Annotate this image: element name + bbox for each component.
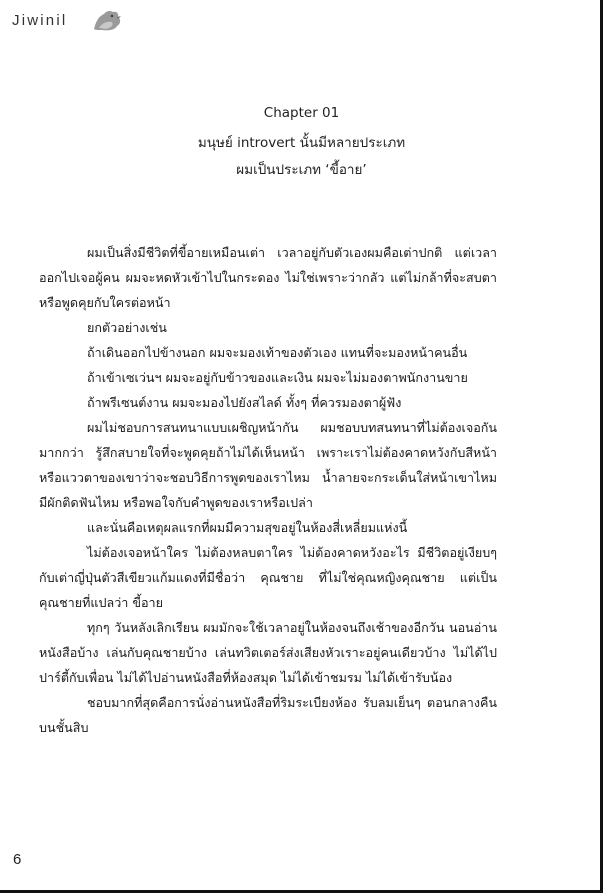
- paragraph: และนั่นคือเหตุผลแรกที่ผมมีความสุขอยู่ในห้องสี่เหลี่ยมแห่งนี้: [87, 520, 408, 535]
- paragraph: ผมไม่ชอบการสนทนาแบบเผชิญหน้ากัน ผมชอบบทสนทนาที่ไม่ต้องเจอกันมากกว่า รู้สึกสบายใจที่จะพูดคุยถ้าไม่ได้เห็นหน้า เพราะเราไม่ต้องคาดหวังกับสีหน้าหรือแววตาของเขาว่าจะชอบวิธีการพูดของเราไหม น้ำลายจะกระเด็นใส่หน้าเขาไหม มีผักติดฟันไหม หรือพอใจกับคำพูดของเราหรือเปล่า: [39, 420, 497, 510]
- paragraph: ผมเป็นสิ่งมีชีวิตที่ขี้อายเหมือนเต่า เวลาอยู่กับตัวเองผมคือเต่าปกติ แต่เวลาออกไปเจอผู้คน ผมจะหดหัวเข้าไปในกระดอง ไม่ใช่เพราะว่ากลัว แต่ไม่กล้าที่จะสบตาหรือพูดคุยกับใครต่อหน้า: [39, 245, 497, 310]
- chapter-label: Chapter 01: [263, 105, 340, 121]
- paragraph: ถ้าพรีเซนต์งาน ผมจะมองไปยังสไลด์ ทั้งๆ ที่ควรมองตาผู้ฟัง: [87, 395, 402, 410]
- page-number: 6: [13, 851, 22, 868]
- paragraph: ถ้าเข้าเซเว่นฯ ผมจะอยู่กับข้าวของและเงิน ผมจะไม่มองตาพนักงานขาย: [87, 370, 468, 385]
- paragraph: ทุกๆ วันหลังเลิกเรียน ผมมักจะใช้เวลาอยู่ในห้องจนถึงเช้าของอีกวัน นอนอ่านหนังสือบ้าง เล่นกับคุณชายบ้าง เล่นทวิตเตอร์ส่งเสียงหัวเราะอยู่คนเดียวบ้าง ไม่ได้ไปปาร์ตี้กับเพื่อน ไม่ได้ไปอ่านหนังสือที่ห้องสมุด ไม่ได้เข้าชมรม ไม่ได้เข้ารับน้อง: [39, 620, 497, 685]
- chapter-title: มนุษย์ introvert นั้นมีหลายประเภท: [197, 135, 406, 151]
- paragraph: ไม่ต้องเจอหน้าใคร ไม่ต้องหลบตาใคร ไม่ต้องคาดหวังอะไร มีชีวิตอยู่เงียบๆ กับเต่าญี่ปุ่นตัวสีเขียวแก้มแดงที่มีชื่อว่า คุณชาย ที่ไม่ใช่คุณหญิงคุณชาย แต่เป็นคุณชายที่แปลว่า ขี้อาย: [39, 545, 497, 610]
- chapter-body: [39, 240, 497, 740]
- paragraph: ยกตัวอย่างเช่น: [87, 320, 167, 335]
- paragraph: ชอบมากที่สุดคือการนั่งอ่านหนังสือที่ริมระเบียงห้อง รับลมเย็นๆ ตอนกลางคืนบนชั้นสิบ: [39, 695, 497, 735]
- bird-mascot-icon: [90, 8, 124, 36]
- paragraph: ถ้าเดินออกไปข้างนอก ผมจะมองเท้าของตัวเอง แทนที่จะมองหน้าคนอื่น: [87, 345, 468, 360]
- brand-name: Jiwinil: [12, 12, 68, 29]
- chapter-subtitle: ผมเป็นประเภท ‘ขี้อาย’: [236, 162, 367, 178]
